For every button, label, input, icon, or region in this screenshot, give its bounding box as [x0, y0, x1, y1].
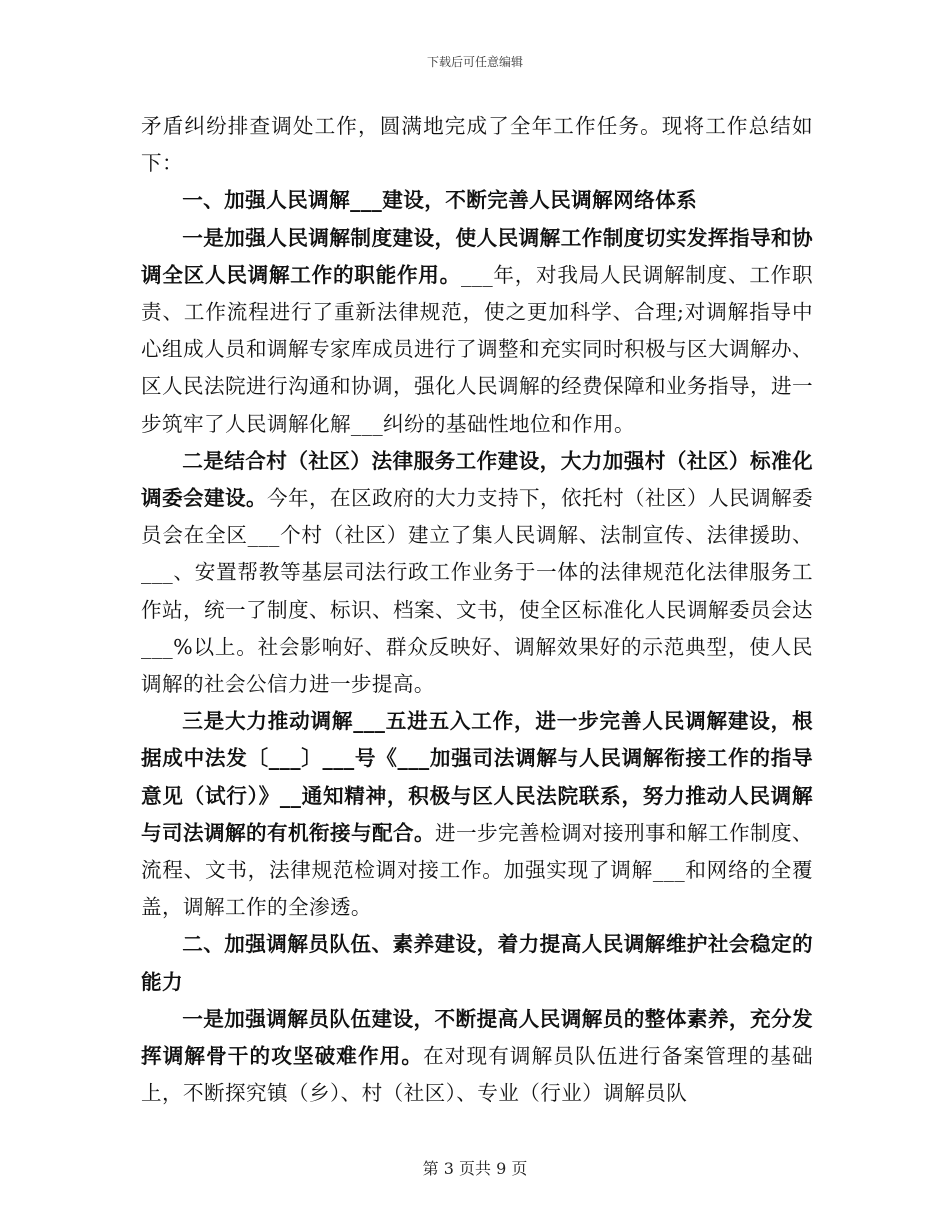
paragraph-text: 在对现有调解员队伍进行备案管理的基础上，不断探究镇（乡）、村（社区）、专业（行业）调解员队: [141, 1044, 814, 1106]
paragraph-lead: 三是大力推动调解___五进五入工作，进一步完善人民调解建设，根据成中法发〔___〕___号《___加强司法调解与人民调解衔接工作的指导意见（试行）》__通知精神，积极与区人民法院联系，努力推动人民调解与司法调解的有机衔接与配合。: [141, 709, 813, 845]
paragraph-lead: 一是加强人民调解制度建设，使人民调解工作制度切实发挥指导和协调全区人民调解工作的职能作用。: [141, 225, 813, 287]
paragraph-lead: 二是结合村（社区）法律服务工作建设，大力加强村（社区）标准化调委会建设。: [141, 448, 813, 511]
paragraph-intro-continuation: [141, 108, 813, 182]
paragraph-text: 进一步完善检调对接刑事和解工作制度、流程、文书，法律规范检调对接工作。加强实现了调解___和网络的全覆盖，调解工作的全渗透。: [141, 820, 813, 920]
section-heading-2: [141, 926, 813, 1000]
paragraph-text: ___年，对我局人民调解制度、工作职责、工作流程进行了重新法律规范，使之更加科学、合理;对调解指导中心组成人员和调解专家库成员进行了调整和充实同时积极与区大调解办、区人民法院进行沟通和协调，强化人民调解的经费保障和业务指导，进一步筑牢了人民调解化解___纠纷的基础性地位和作用。: [141, 262, 813, 436]
paragraph-1-1: [141, 220, 813, 443]
paragraph-2-1: [141, 1001, 813, 1113]
page-footer: 第 3 页共 9 页: [422, 1159, 528, 1178]
paragraph-text: 今年，在区政府的大力支持下，依托村（社区）人民调解委员会在全区___个村（社区）建立了集人民调解、法制宣传、法律援助、___、安置帮教等基层司法行政工作业务于一体的法律规范化法律服务工作站，统一了制度、标识、档案、文书，使全区标准化人民调解委员会达___%以上。社会影响好、群众反映好、调解效果好的示范典型，使人民调解的社会公信力进一步提高。: [141, 486, 813, 697]
section-heading-text: 二、加强调解员队伍、素养建设，着力提高人民调解维护社会稳定的能力: [141, 932, 813, 994]
paragraph-lead: 一是加强调解员队伍建设，不断提高人民调解员的整体素养，充分发挥调解骨干的攻坚破难作用。: [141, 1006, 813, 1069]
page-header: 下载后可任意编辑: [426, 55, 523, 69]
section-heading-1: [141, 182, 813, 219]
document-body: [141, 108, 813, 1112]
paragraph-1-2: [141, 443, 813, 703]
paragraph-text: 矛盾纠纷排查调处工作，圆满地完成了全年工作任务。现将工作总结如下：: [141, 114, 813, 176]
section-heading-text: 一、加强人民调解___建设，不断完善人民调解网络体系: [182, 188, 698, 213]
paragraph-1-3: [141, 703, 813, 926]
